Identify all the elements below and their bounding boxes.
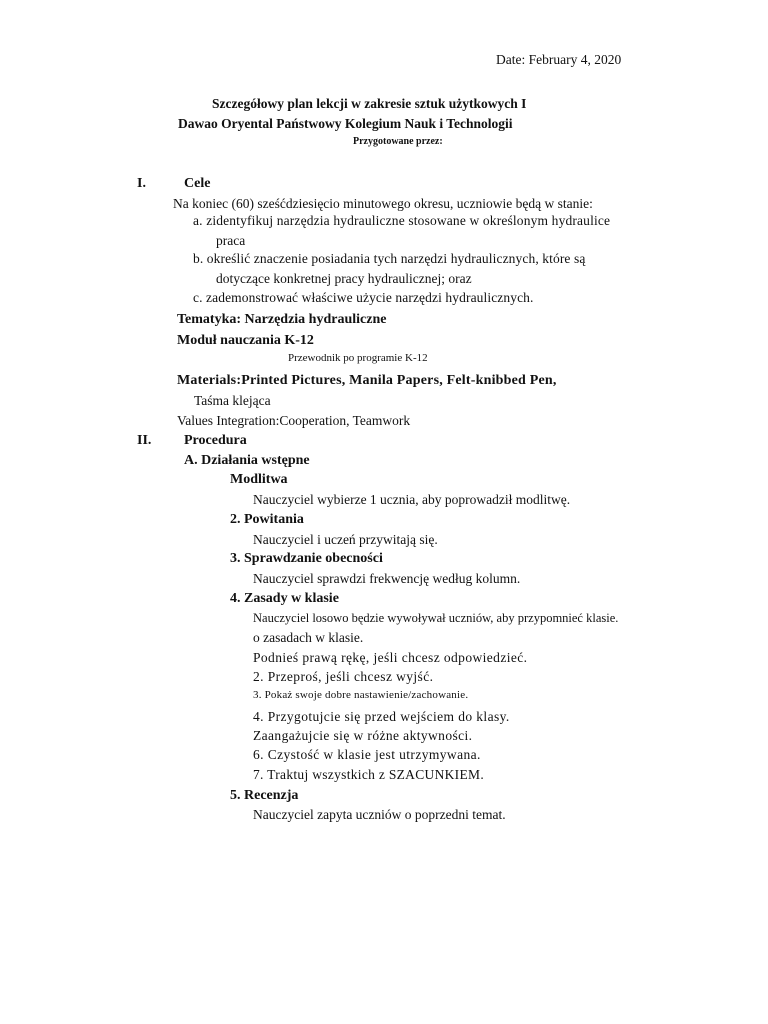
section-heading-procedure: Procedura	[184, 433, 247, 448]
section-numeral-1: I.	[137, 176, 146, 191]
goal-c-line: c. zademonstrować właściwe użycie narzędzi hydraulicznych.	[193, 290, 534, 305]
rule-5: Zaangażujcie się w różne aktywności.	[253, 728, 473, 743]
greeting-text: Nauczyciel i uczeń przywitają się.	[253, 532, 438, 547]
materials-line2: Taśma klejąca	[194, 393, 271, 408]
attendance-heading: 3. Sprawdzanie obecności	[230, 551, 383, 566]
review-text: Nauczyciel zapyta uczniów o poprzedni temat.	[253, 807, 506, 822]
section-numeral-2: II.	[137, 433, 152, 448]
subsection-heading-intro: A. Działania wstępne	[184, 453, 310, 468]
module-text: Moduł nauczania K-12	[177, 333, 314, 348]
prayer-text: Nauczyciel wybierze 1 ucznia, aby poprowadził modlitwę.	[253, 492, 571, 507]
topic-item	[173, 313, 386, 327]
goal-b-line1: b. określić znaczenie posiadania tych narzędzi hydraulicznych, które są	[193, 251, 586, 266]
rule-4: 4. Przygotujcie się przed wejściem do klasy.	[253, 709, 510, 724]
attendance-text: Nauczyciel sprawdzi frekwencję według kolumn.	[253, 571, 521, 586]
document-title: Szczegółowy plan lekcji w zakresie sztuk użytkowych I	[212, 96, 527, 111]
rule-1: Podnieś prawą rękę, jeśli chcesz odpowiedzieć.	[253, 650, 528, 665]
rules-heading: 4. Zasady w klasie	[230, 591, 339, 606]
rules-intro-line2: o zasadach w klasie.	[253, 630, 364, 645]
materials-text: Materials:Printed Pictures, Manila Papers, Felt-knibbed Pen,	[177, 373, 557, 388]
goals-intro: Na koniec (60) sześćdziesięcio minutowego okresu, uczniowie będą w stanie:	[173, 196, 593, 211]
topic-text: Tematyka: Narzędzia hydrauliczne	[177, 312, 387, 327]
module-item	[173, 334, 314, 348]
module-subtitle: Przewodnik po programie K-12	[288, 352, 428, 364]
values-text: Values Integration:Cooperation, Teamwork	[177, 413, 411, 428]
institution-name: Dawao Oryental Państwowy Kolegium Nauk i Technologii	[178, 116, 513, 131]
rule-3: 3. Pokaż swoje dobre nastawienie/zachowanie.	[253, 689, 469, 701]
prayer-heading: Modlitwa	[230, 472, 288, 487]
section-heading-goals: Cele	[184, 176, 211, 191]
goal-b-line2: dotyczące konkretnej pracy hydraulicznej; oraz	[216, 271, 472, 286]
goal-a-line1: a. zidentyfikuj narzędzia hydrauliczne stosowane w określonym hydraulice	[193, 213, 611, 228]
date-line: Date: February 4, 2020	[496, 52, 622, 67]
rule-2: 2. Przeproś, jeśli chcesz wyjść.	[253, 669, 434, 684]
rules-intro-line1: Nauczyciel losowo będzie wywoływał uczniów, aby przypomnieć klasie.	[253, 611, 619, 625]
greeting-heading: 2. Powitania	[230, 512, 304, 527]
rule-6: 6. Czystość w klasie jest utrzymywana.	[253, 747, 481, 762]
goal-a-line2: praca	[216, 233, 246, 248]
prepared-by-label: Przygotowane przez:	[353, 136, 443, 147]
review-heading: 5. Recenzja	[230, 788, 299, 803]
materials-item	[173, 374, 557, 388]
rule-7: 7. Traktuj wszystkich z SZACUNKIEM.	[253, 767, 485, 782]
values-item	[173, 414, 410, 428]
